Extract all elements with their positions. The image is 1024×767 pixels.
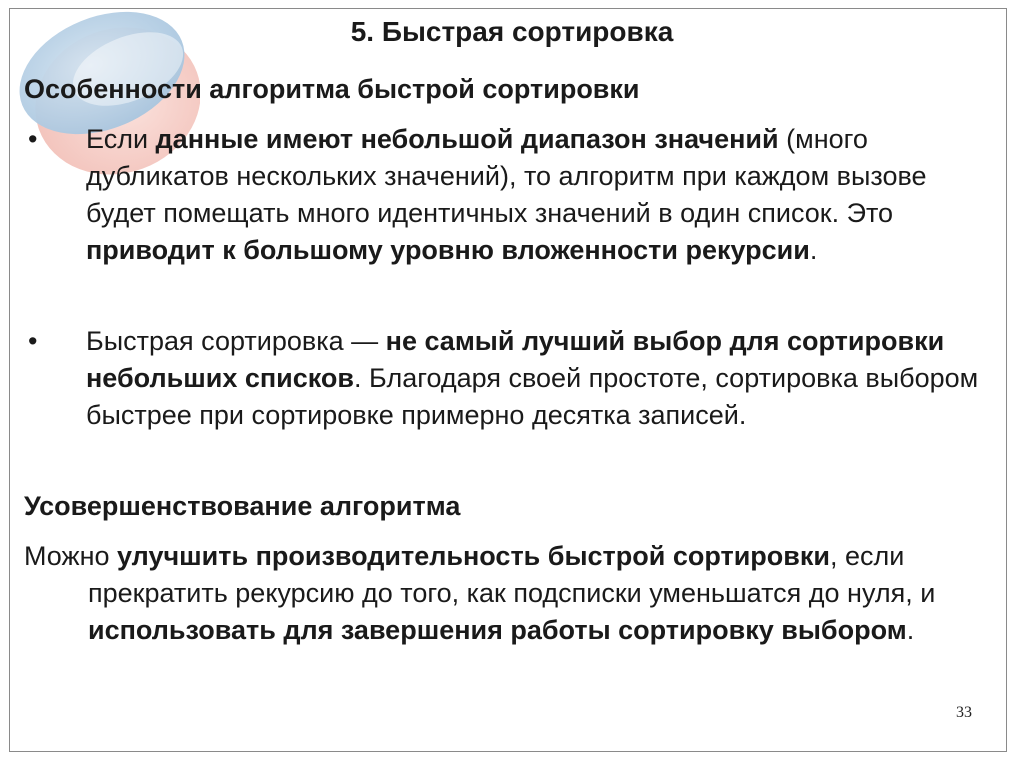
bullet-text-part: . Благодаря своей простоте, сортировка выбором быстрее при сортировке примерно десятка записей.: [86, 363, 979, 430]
bullet-mark: •: [28, 326, 38, 356]
bullet-text-part: Быстрая сортировка —: [86, 326, 386, 356]
page-number: 33: [956, 704, 972, 721]
bullet-text-part: .: [809, 235, 818, 265]
bullet-text: [86, 121, 1001, 269]
paragraph-text-emphasis: улучшить производительность быстрой сортировки: [117, 541, 830, 571]
paragraph-text-part: .: [906, 615, 915, 645]
bullet-text-emphasis: данные имеют небольшой диапазон значений: [155, 124, 779, 154]
section-heading-features: Особенности алгоритма быстрой сортировки: [24, 74, 640, 104]
bullet-text-emphasis: не самый лучший выбор для сортировки небольших списков: [86, 326, 945, 393]
bullet-text-part: Если: [86, 124, 156, 154]
bullet-text: [86, 323, 1001, 434]
bullet-mark: •: [28, 124, 38, 154]
section-heading-improvement: Усовершенствование алгоритма: [24, 491, 461, 521]
bullet-text-emphasis: приводит к большому уровню вложенности рекурсии: [86, 235, 810, 265]
improvement-paragraph: [24, 538, 999, 649]
bullet-text-part: (много дубликатов нескольких значений), то алгоритм при каждом вызове будет помещать много идентичных значений в один список. Это: [86, 124, 927, 228]
paragraph-text-part: , если прекратить рекурсию до того, как подсписки уменьшатся до нуля, и: [88, 541, 936, 608]
page-title: 5. Быстрая сортировка: [350, 16, 674, 47]
paragraph-text-emphasis: использовать для завершения работы сортировку выбором: [88, 615, 907, 645]
paragraph-text-part: Можно: [24, 541, 117, 571]
